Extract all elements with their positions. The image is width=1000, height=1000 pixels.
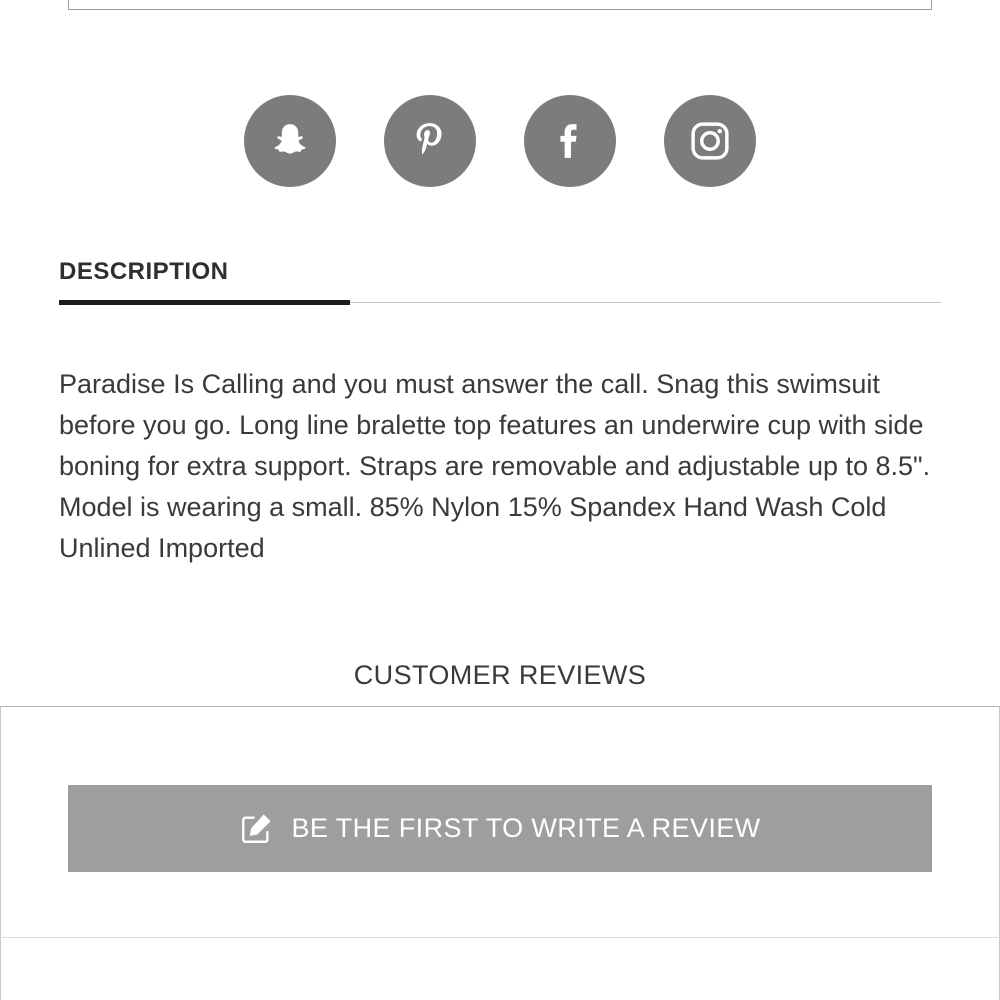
reviews-panel-left-border: [0, 706, 1, 1000]
instagram-icon: [687, 118, 733, 164]
pencil-square-icon: [239, 812, 273, 846]
snapchat-share-button[interactable]: [244, 95, 336, 187]
snapchat-icon: [267, 118, 313, 164]
facebook-icon: [547, 118, 593, 164]
tab-description[interactable]: DESCRIPTION: [59, 258, 229, 285]
quantity-input[interactable]: [68, 0, 932, 10]
write-review-button-label: BE THE FIRST TO WRITE A REVIEW: [291, 813, 761, 843]
pinterest-share-button[interactable]: [384, 95, 476, 187]
tab-active-indicator: [59, 300, 350, 305]
tab-underline: [59, 302, 941, 303]
description-text: Paradise Is Calling and you must answer the call. Snag this swimsuit before you go. Long line bralette top features an underwire cup with side boning for extra support. Straps are removable and adjustable up to 8.5". Model is wearing a small. 85% Nylon 15% Spandex Hand Wash Cold Unlined Imported: [59, 369, 931, 563]
customer-reviews-heading: CUSTOMER REVIEWS: [353, 660, 647, 690]
bottom-divider: [0, 937, 1000, 938]
facebook-share-button[interactable]: [524, 95, 616, 187]
reviews-divider: [0, 706, 1000, 707]
write-review-button[interactable]: [68, 785, 932, 872]
social-share-row: [0, 95, 1000, 187]
instagram-share-button[interactable]: [664, 95, 756, 187]
pinterest-icon: [408, 119, 452, 163]
product-tabs: [59, 258, 941, 303]
